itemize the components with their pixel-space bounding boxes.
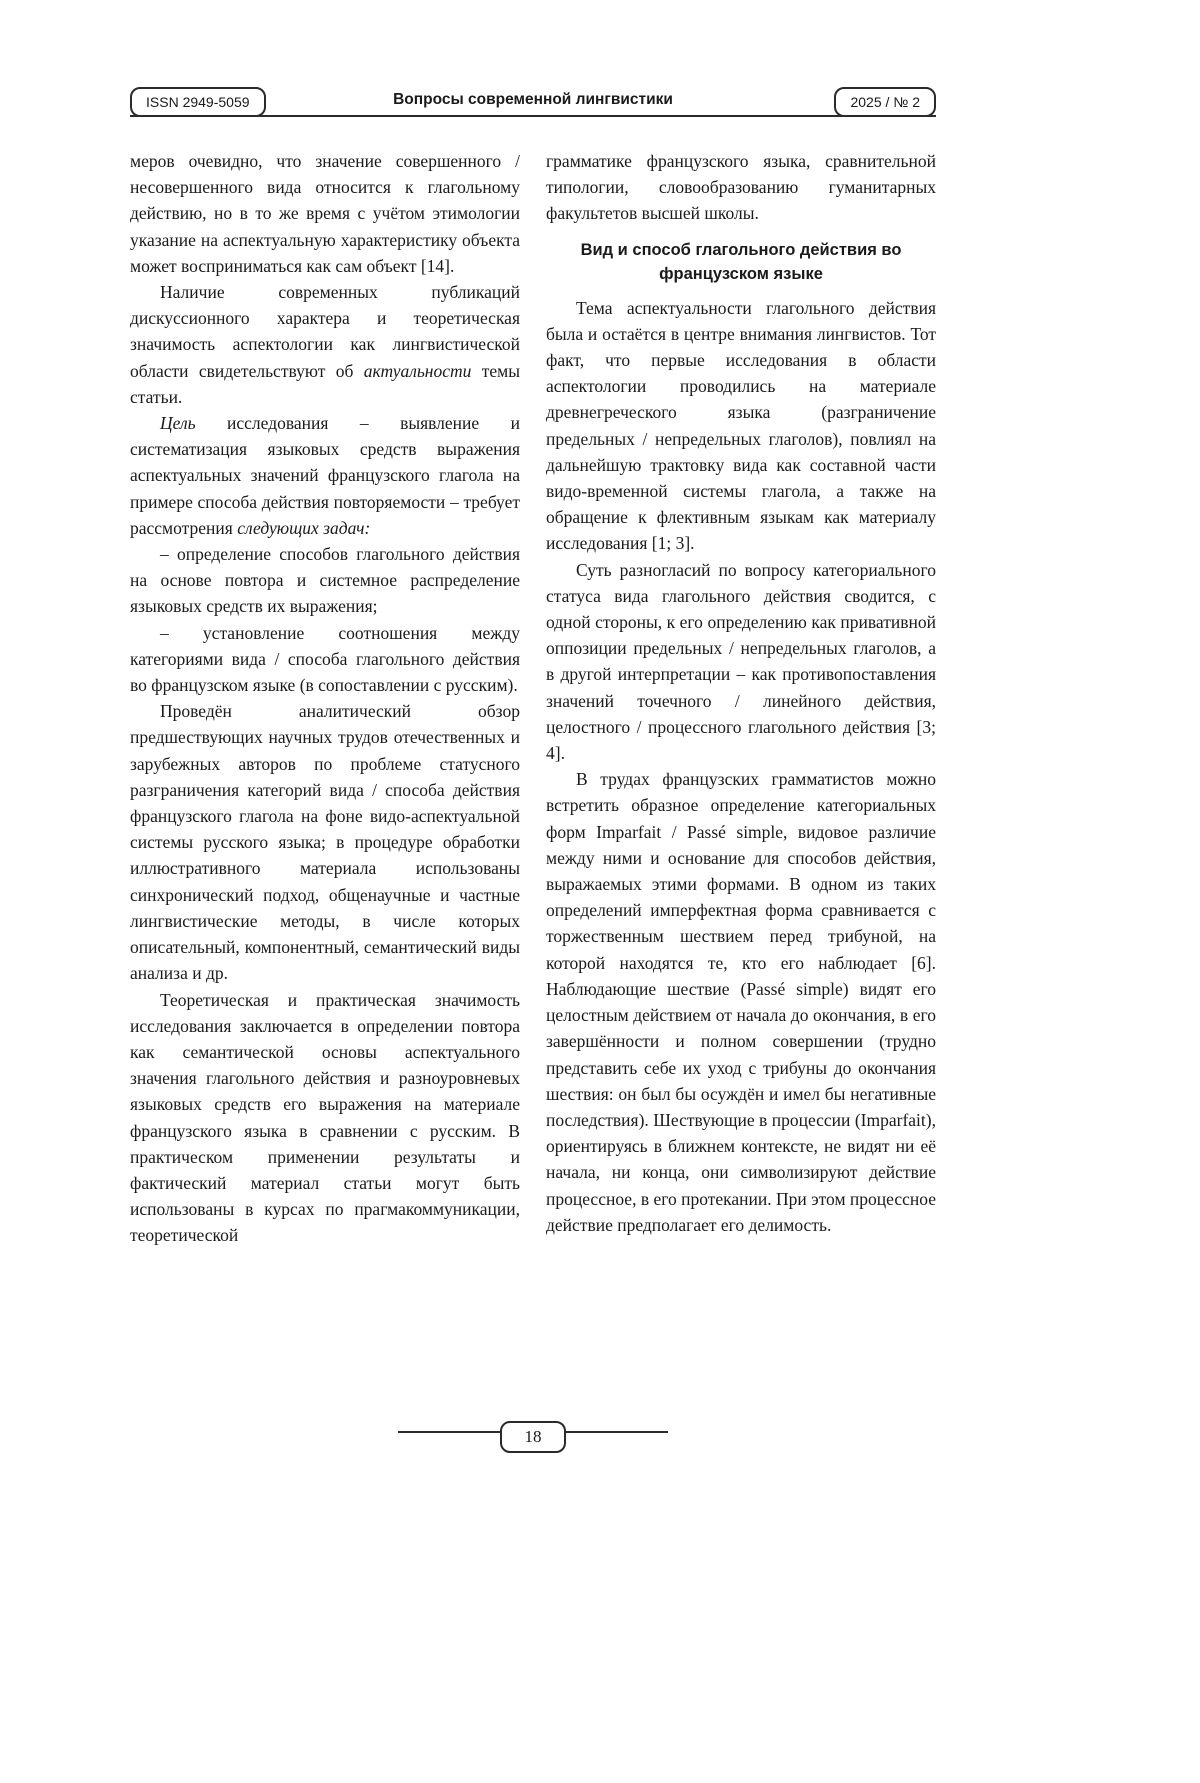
issn-badge <box>130 87 266 117</box>
page-number-ornament <box>398 1421 668 1463</box>
text-segment: Тема аспектуальности глагольного действия была и остаётся в центре внимания лингвистов. Тот факт, что первые исследования в области аспектологии проводились на материале древнегреческого языка (разграничение предельных / непредельных глаголов), повлиял на дальнейшую трактовку вида как составной части видо-временной системы глагола, а также на обращение к флективным языкам как материалу исследования [1; 3]. <box>546 297 936 554</box>
emphasized-text: Цель <box>160 413 196 434</box>
section-heading: Вид и способ глагольного действия во французском языке <box>580 240 902 283</box>
page-number: 18 <box>524 1427 542 1446</box>
page-header <box>130 86 936 117</box>
paragraph <box>130 987 520 1249</box>
issn-label: ISSN 2949-5059 <box>146 94 250 110</box>
emphasized-text: актуальности <box>363 360 472 381</box>
text-segment: – определение способов глагольного действия на основе повтора и системное распределение языковых средств их выражения; <box>130 544 520 617</box>
issue-badge <box>834 87 936 117</box>
paragraph <box>130 698 520 986</box>
right-column <box>546 148 936 1249</box>
page-number-badge <box>500 1421 566 1453</box>
journal-title: Вопросы современной лингвистики <box>393 91 673 108</box>
paragraph <box>130 620 520 699</box>
text-segment: грамматике французского языка, сравнительной типологии, словообразованию гуманитарных факультетов высшей школы. <box>546 151 936 224</box>
text-segment: В трудах французских грамматистов можно встретить образное определение категориальных форм Imparfait / Passé simple, видовое различие между ними и основание для способов действия, выражаемых этими формами. В одном из таких определений имперфектная форма сравнивается с торжественным шествием перед трибуной, на которой находятся те, кто его наблюдает [6]. Наблюдающие шествие (Passé simple) видят его целостным действием от начала до окончания, в его завершённости и полном совершении (трудно представить себе их уход с трибуны до окончания шествия: он был бы осуждён и имел бы негативные последствия). Шествующие в процессии (Imparfait), ориентируясь в ближнем контексте, не видят ни её начала, ни конца, они символизируют действие процессное, в его протекании. При этом процессное действие предполагает его делимость. <box>546 769 936 1235</box>
paragraph <box>546 766 936 1238</box>
paragraph <box>130 541 520 620</box>
text-segment: исследования – выявление и систематизация языковых средств выражения аспектуальных значений французского глагола на примере способа действия повторяемости – требует рассмотрения <box>130 413 520 538</box>
paragraph <box>130 148 520 279</box>
text-segment: Наличие современных публикаций дискуссионного характера и теоретическая значимость аспектологии как лингвистической области свидетельствуют об <box>130 282 520 381</box>
paragraph <box>130 279 520 410</box>
text-segment: темы статьи. <box>130 360 521 407</box>
text-segment: Теоретическая и практическая значимость исследования заключается в определении повтора как семантической основы аспектуального значения глагольного действия и разноуровневых языковых средств его выражения на материале французского языка в сравнении с русским. В практическом применении результаты и фактический материал статьи могут быть использованы в курсах по прагмакоммуникации, теоретической <box>130 989 520 1246</box>
emphasized-text: следующих задач: <box>237 517 371 538</box>
text-segment: Суть разногласий по вопросу категориального статуса вида глагольного действия сводится, с одной стороны, к его определению как привативной оппозиции предельных / непредельных глаголов, а в другой интерпретации – как противопоставления значений точечного / линейного действия, целостного / процессного глагольного действия [3; 4]. <box>546 559 936 764</box>
article-body <box>130 148 936 1249</box>
page-footer <box>130 1421 936 1463</box>
left-column <box>130 148 520 1249</box>
text-segment: меров очевидно, что значение совершенного / несовершенного вида относится к глагольному действию, но в то же время с учётом этимологии указание на аспектуальную характеристику объекта может восприниматься как сам объект [14]. <box>130 151 520 276</box>
paragraph <box>130 410 520 541</box>
text-segment: Проведён аналитический обзор предшествующих научных трудов отечественных и зарубежных авторов по проблеме статусного разграничения категорий вида / способа действия французского глагола на фоне видо-аспектуальной системы русского языка; в процедуре обработки иллюстративного материала использованы синхронический подход, общенаучные и частные лингвистические методы, в числе которых описательный, компонентный, семантический виды анализа и др. <box>130 701 520 984</box>
issue-label: 2025 / № 2 <box>850 94 920 110</box>
text-segment: – установление соотношения между категориями вида / способа глагольного действия во французском языке (в сопоставлении с русским). <box>130 622 520 696</box>
paragraph <box>546 148 936 227</box>
paragraph <box>546 557 936 767</box>
paragraph <box>546 295 936 557</box>
